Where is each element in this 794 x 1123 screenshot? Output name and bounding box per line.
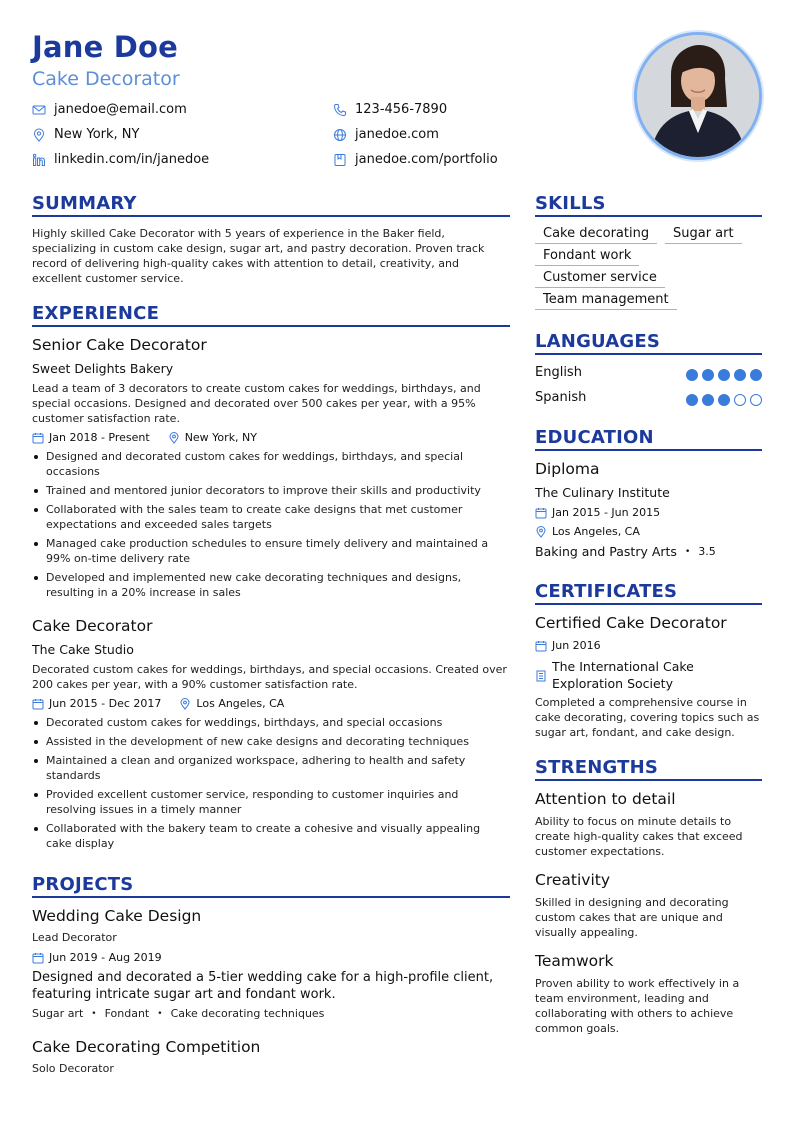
strength-text: Ability to focus on minute details to create high-quality cakes that exceed customer expectations.: [535, 815, 743, 858]
summary-title: SUMMARY: [32, 193, 137, 214]
education-field-row: [535, 544, 716, 559]
certificate-name: Certified Cake Decorator: [535, 614, 727, 632]
job-dates: Jan 2018 - Present: [49, 431, 150, 444]
summary-text: Highly skilled Cake Decorator with 5 years of experience in the Baker field, specializing in custom cake design, sugar art, and pastry decoration. Proven track record of delivering high-quality cakes with attention to detail, creativity, and excellent customer service.: [32, 227, 485, 285]
skill-tag: Sugar art: [665, 226, 742, 244]
contact-location: [32, 127, 139, 142]
projects-divider: [32, 896, 510, 898]
projects-title: PROJECTS: [32, 874, 134, 895]
project-title: Wedding Cake Design: [32, 907, 202, 925]
language-level: [682, 394, 762, 406]
strength-text: Skilled in designing and decorating custom cakes that are unique and visually appealing.: [535, 896, 729, 939]
list-item: Decorated custom cakes for weddings, birthdays, and special occasions: [32, 715, 502, 730]
location-icon: [168, 432, 180, 444]
job-description: Lead a team of 3 decorators to create custom cakes for weddings, birthdays, and special occasions. Designed and decorated over 500 cakes per year, with a 95% customer satisfaction rate.: [32, 382, 481, 425]
strength-title: Teamwork: [535, 952, 614, 970]
project-role: Solo Decorator: [32, 1062, 114, 1075]
summary-divider: [32, 215, 510, 217]
contact-linkedin[interactable]: [32, 152, 209, 167]
languages-divider: [535, 353, 762, 355]
portrait-icon: [637, 35, 759, 157]
strengths-title: STRENGTHS: [535, 757, 659, 778]
job-meta: [32, 431, 257, 444]
linkedin-icon: [32, 153, 46, 167]
job-meta: [32, 697, 284, 710]
tag-separator: •: [91, 1008, 97, 1019]
level-dot-filled: [734, 369, 746, 381]
job-location: New York, NY: [184, 431, 257, 444]
list-item: Provided excellent customer service, responding to customer inquiries and resolving issues in a timely manner: [32, 787, 502, 817]
level-dot-filled: [686, 369, 698, 381]
globe-icon: [333, 128, 347, 142]
languages-title: LANGUAGES: [535, 331, 661, 352]
project-tags: [32, 1007, 324, 1020]
email-icon: [32, 103, 46, 117]
education-school: The Culinary Institute: [535, 485, 670, 500]
project-role: Lead Decorator: [32, 931, 117, 944]
job-dates: Jun 2015 - Dec 2017: [49, 697, 162, 710]
skill-tag: Team management: [535, 292, 677, 310]
certificates-divider: [535, 603, 762, 605]
location-icon: [32, 128, 46, 142]
portfolio-icon: [333, 153, 347, 167]
list-item: Collaborated with the sales team to create cake designs that met customer expectations and exceeded sales targets: [32, 502, 502, 532]
level-dot-empty: [750, 394, 762, 406]
building-icon: [535, 670, 547, 682]
skills-title: SKILLS: [535, 193, 606, 214]
calendar-icon: [535, 640, 547, 652]
profile-photo: [634, 32, 762, 160]
candidate-name: Jane Doe: [32, 30, 179, 64]
education-dates-row: [535, 506, 660, 519]
job-location: Los Angeles, CA: [196, 697, 285, 710]
location-icon: [179, 698, 191, 710]
list-item: Designed and decorated custom cakes for weddings, birthdays, and special occasions: [32, 449, 502, 479]
skills-divider: [535, 215, 762, 217]
tag-separator: •: [157, 1008, 163, 1019]
contact-linkedin-text: linkedin.com/in/janedoe: [54, 152, 210, 167]
experience-divider: [32, 325, 510, 327]
education-divider: [535, 449, 762, 451]
field-separator: •: [684, 546, 691, 557]
tag: Cake decorating techniques: [170, 1007, 325, 1020]
certificate-issuer-icon-wrap: [535, 667, 547, 686]
education-title: EDUCATION: [535, 427, 654, 448]
contact-website-text: janedoe.com: [355, 127, 439, 142]
list-item: Developed and implemented new cake decorating techniques and designs, resulting in a 20% increase in sales: [32, 570, 502, 600]
candidate-role: Cake Decorator: [32, 68, 180, 90]
calendar-icon: [32, 698, 44, 710]
calendar-icon: [32, 432, 44, 444]
contact-location-text: New York, NY: [54, 127, 140, 142]
level-dot-filled: [718, 394, 730, 406]
job-bullets: [32, 715, 502, 855]
job-company: The Cake Studio: [32, 642, 134, 657]
contact-email[interactable]: [32, 102, 187, 117]
job-title: Senior Cake Decorator: [32, 336, 207, 354]
language-name: Spanish: [535, 390, 587, 405]
contact-website[interactable]: [333, 127, 439, 142]
tag: Fondant: [104, 1007, 150, 1020]
contact-phone[interactable]: [333, 102, 447, 117]
language-level: [682, 369, 762, 381]
strength-text: Proven ability to work effectively in a team environment, leading and collaborating with others to achieve common goals.: [535, 977, 740, 1035]
certificates-title: CERTIFICATES: [535, 581, 678, 602]
experience-title: EXPERIENCE: [32, 303, 160, 324]
certificate-description: Completed a comprehensive course in cake decorating, covering topics such as sugar art, fondant, and cake design.: [535, 696, 760, 739]
strength-title: Attention to detail: [535, 790, 676, 808]
phone-icon: [333, 103, 347, 117]
level-dot-filled: [702, 369, 714, 381]
education-degree: Diploma: [535, 460, 600, 478]
list-item: Trained and mentored junior decorators to improve their skills and productivity: [32, 483, 502, 498]
education-field: Baking and Pastry Arts: [535, 544, 677, 559]
contact-email-text: janedoe@email.com: [54, 102, 187, 117]
job-company: Sweet Delights Bakery: [32, 361, 174, 376]
skill-tag: Cake decorating: [535, 226, 657, 244]
contact-phone-text: 123-456-7890: [355, 102, 448, 117]
education-location-row: [535, 525, 640, 538]
level-dot-filled: [686, 394, 698, 406]
level-dot-filled: [718, 369, 730, 381]
education-gpa: 3.5: [698, 545, 716, 558]
language-name: English: [535, 365, 582, 380]
level-dot-filled: [702, 394, 714, 406]
contact-portfolio[interactable]: [333, 152, 498, 167]
certificate-issuer: The International Cake Exploration Society: [552, 659, 694, 691]
skill-tag: Customer service: [535, 270, 665, 288]
level-dot-empty: [734, 394, 746, 406]
list-item: Managed cake production schedules to ensure timely delivery and maintained a 99% on-time delivery rate: [32, 536, 502, 566]
certificate-date-row: [535, 639, 601, 652]
list-item: Maintained a clean and organized workspace, adhering to health and safety standards: [32, 753, 502, 783]
job-description: Decorated custom cakes for weddings, birthdays, and special occasions. Created over 200 cakes per year, with a 90% customer satisfaction rate.: [32, 663, 507, 691]
calendar-icon: [32, 952, 44, 964]
project-meta: [32, 951, 162, 964]
job-bullets: [32, 449, 502, 604]
contact-portfolio-text: janedoe.com/portfolio: [355, 152, 498, 167]
calendar-icon: [535, 507, 547, 519]
skill-tag: Fondant work: [535, 248, 639, 266]
level-dot-filled: [750, 369, 762, 381]
certificate-date: Jun 2016: [552, 639, 601, 652]
list-item: Assisted in the development of new cake designs and decorating techniques: [32, 734, 502, 749]
strength-title: Creativity: [535, 871, 611, 889]
strengths-divider: [535, 779, 762, 781]
location-icon: [535, 526, 547, 538]
project-dates: Jun 2019 - Aug 2019: [49, 951, 162, 964]
education-location: Los Angeles, CA: [552, 525, 640, 538]
project-title: Cake Decorating Competition: [32, 1038, 261, 1056]
education-dates: Jan 2015 - Jun 2015: [552, 506, 661, 519]
project-description: Designed and decorated a 5-tier wedding cake for a high-profile client, featuring intricate sugar art and fondant work.: [32, 970, 494, 1002]
list-item: Collaborated with the bakery team to create a cohesive and visually appealing cake display: [32, 821, 502, 851]
job-title: Cake Decorator: [32, 617, 153, 635]
tag: Sugar art: [32, 1007, 84, 1020]
